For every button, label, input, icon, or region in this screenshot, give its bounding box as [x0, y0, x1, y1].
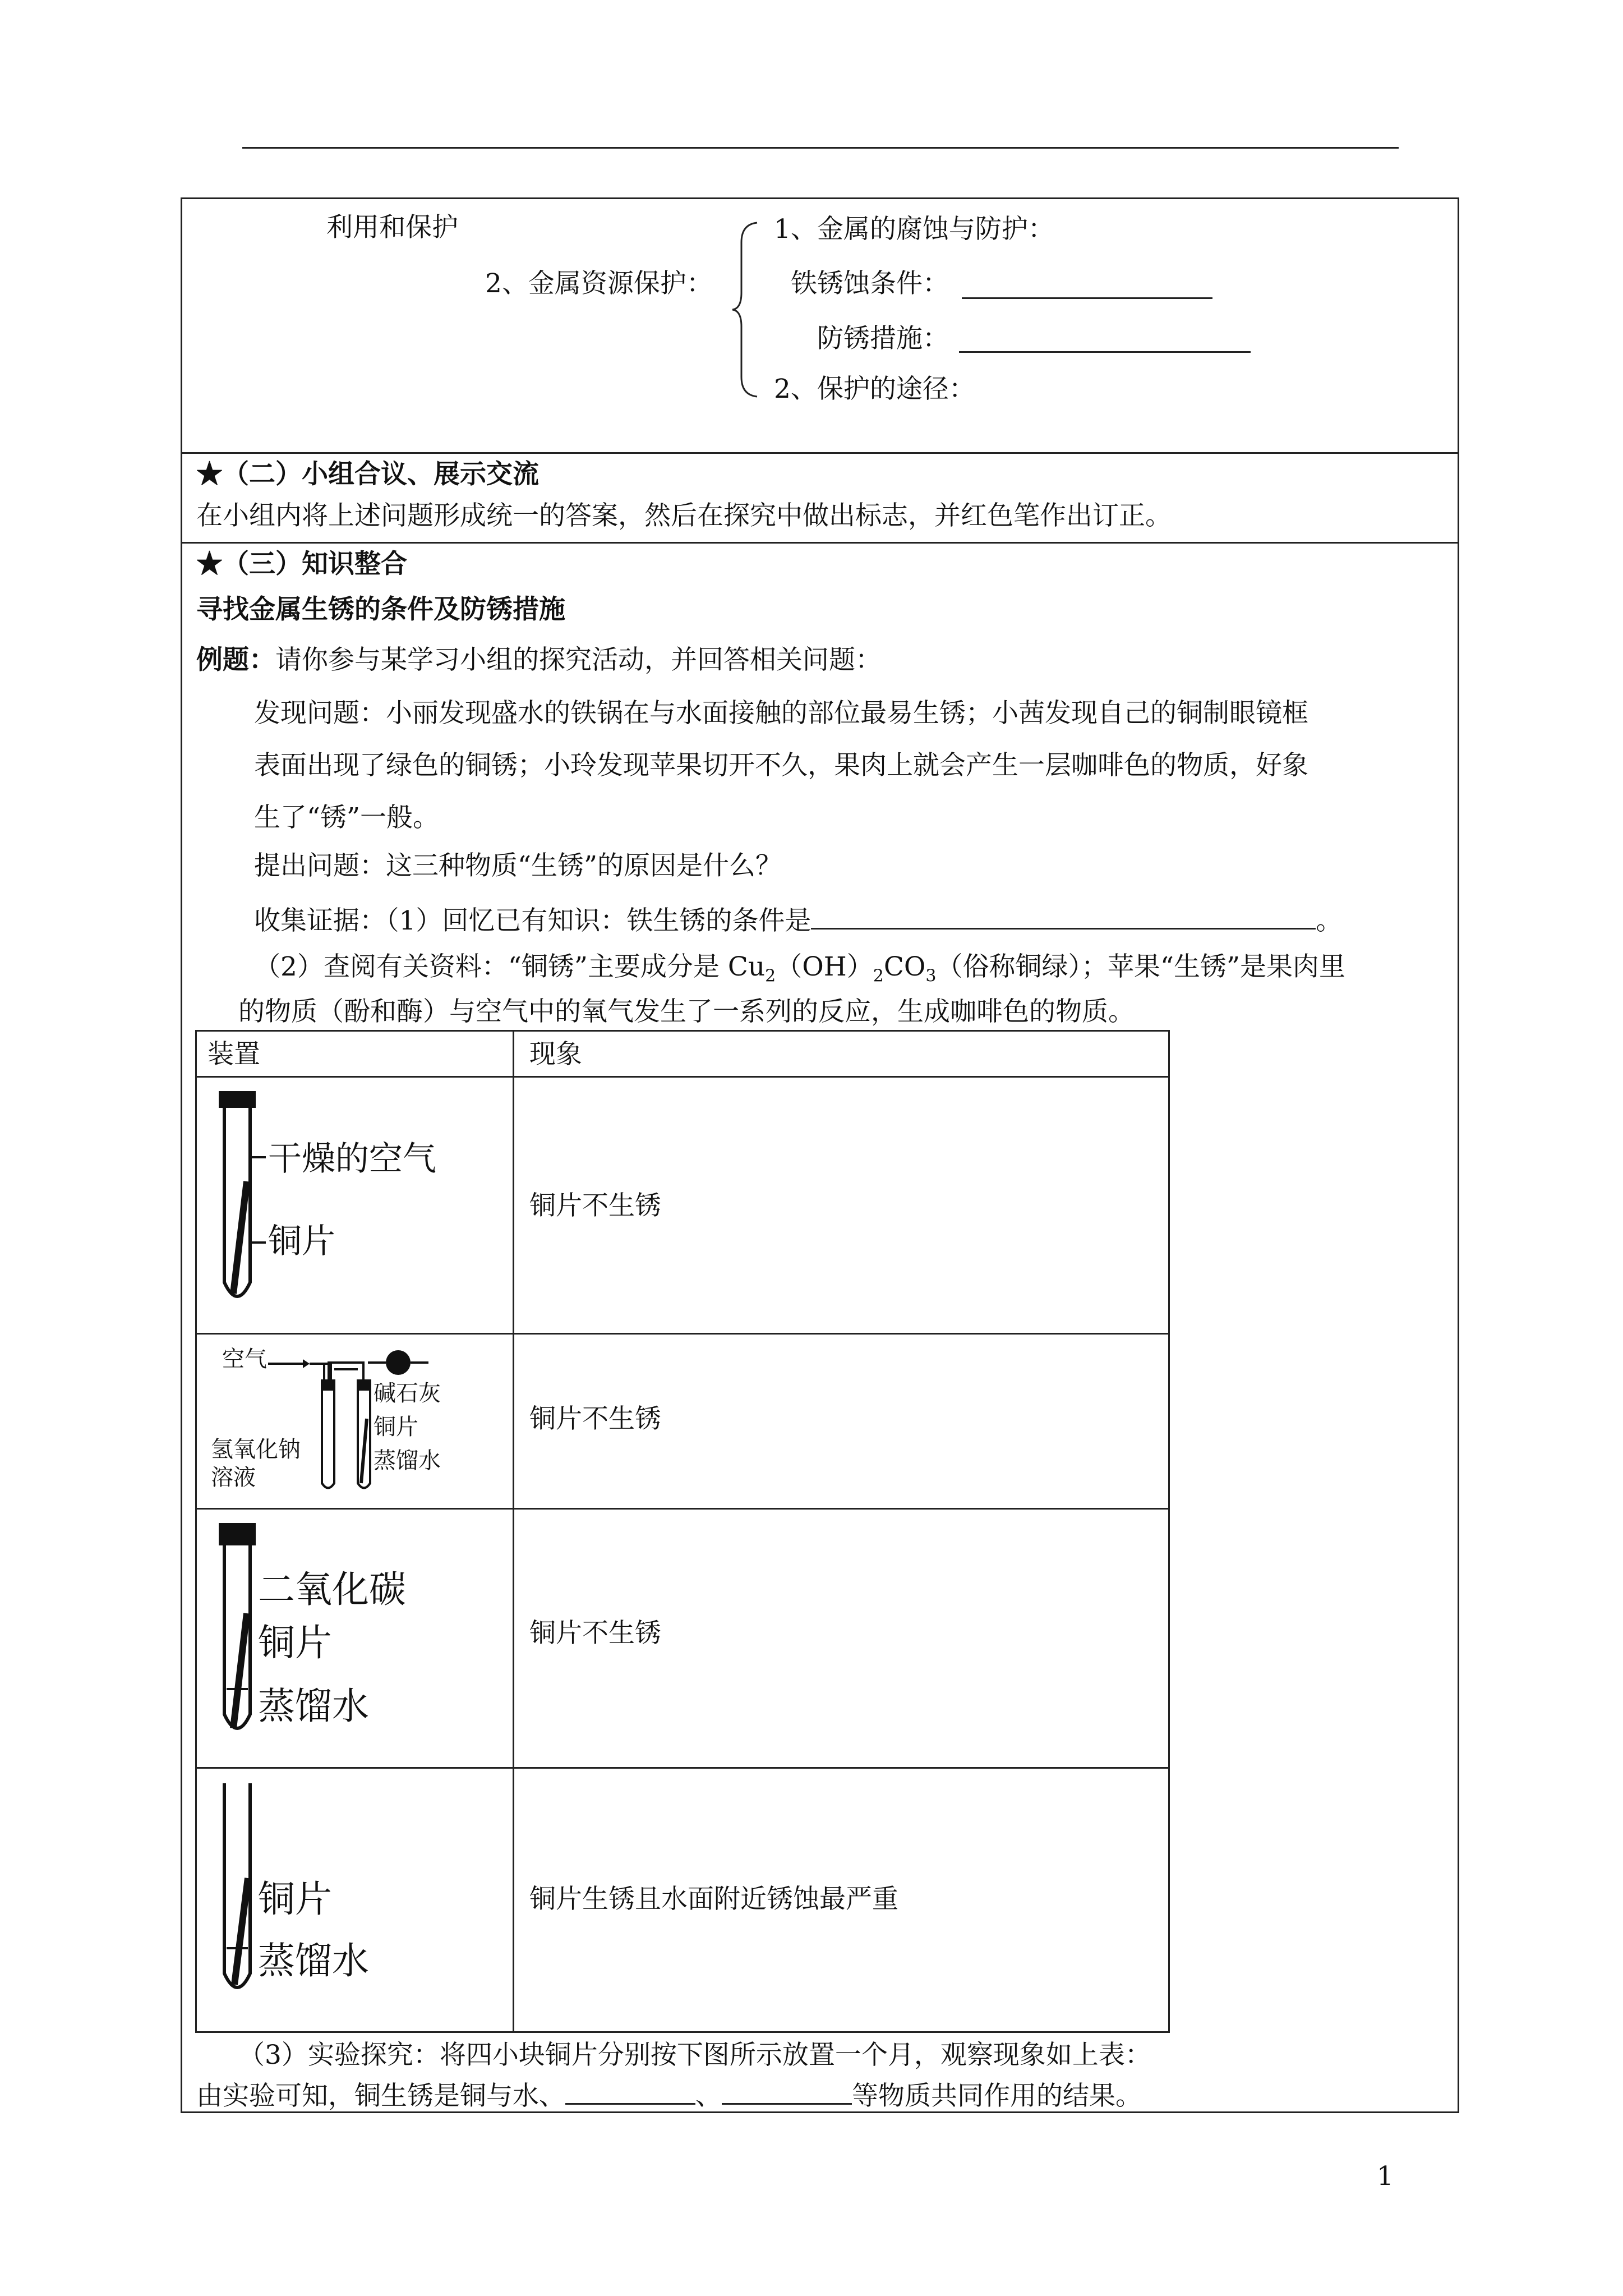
label-solution: 溶液 [211, 1465, 256, 1490]
conclusion-blank-2[interactable] [722, 2103, 852, 2105]
page-number: 1 [1377, 2161, 1394, 2192]
label-distilled-water: 蒸馏水 [374, 1448, 441, 1474]
discover-line-3: 生了“锈”一般。 [254, 802, 440, 833]
test-tube-illustration [212, 1089, 279, 1324]
label-distilled-water: 蒸馏水 [258, 1939, 369, 1982]
label-copper-sheet: 铜片 [268, 1222, 335, 1261]
conclusion-text-a: 由实验可知，铜生锈是铜与水、 [196, 2081, 565, 2111]
section3-heading: ★（三）知识整合 [196, 549, 407, 579]
collect-suffix: 。 [1316, 905, 1343, 936]
conclusion-text-b: 等物质共同作用的结果。 [852, 2081, 1142, 2111]
apparatus-open-water [195, 1769, 513, 2033]
subscript: 3 [925, 966, 937, 986]
section1-title: 利用和保护 [326, 212, 458, 243]
iron-rust-condition-blank[interactable] [811, 928, 1316, 930]
reference-line-2: 的物质（酚和酶）与空气中的氧气发生了一系列的反应，生成咖啡色的物质。 [238, 996, 1135, 1027]
subscript: 2 [873, 966, 884, 986]
table-col-divider [513, 1030, 514, 2033]
corrosion-item: 1、金属的腐蚀与防护： [774, 214, 1054, 245]
conclusion-blank-1[interactable] [565, 2103, 695, 2105]
protection-label: 2、金属资源保护： [485, 268, 713, 299]
discover-line-2: 表面出现了绿色的铜锈；小玲发现苹果切开不久，果肉上就会产生一层咖啡色的物质，好象 [254, 750, 1308, 781]
result-3: 铜片不生锈 [529, 1618, 661, 1649]
example-text: 请你参与某学习小组的探究活动，并回答相关问题： [275, 645, 882, 675]
experiment-table [195, 1030, 1170, 2033]
label-naoh: 氢氧化钠 [211, 1437, 301, 1462]
label-soda-lime: 碱石灰 [374, 1381, 441, 1406]
rust-prevention-blank[interactable] [959, 351, 1251, 353]
section3-subheading: 寻找金属生锈的条件及防锈措施 [196, 594, 565, 625]
reference-text-a: （2）查阅有关资料：“铜锈”主要成分是 Cu [254, 951, 766, 982]
reference-text-b: （OH） [776, 951, 873, 982]
label-copper-sheet: 铜片 [258, 1878, 332, 1921]
result-2: 铜片不生锈 [529, 1404, 661, 1434]
experiment-line: （3）实验探究：将四小块铜片分别按下图所示放置一个月，观察现象如上表： [238, 2040, 1151, 2070]
label-tick [249, 1241, 266, 1244]
discover-line-1: 发现问题：小丽发现盛水的铁锅在与水面接触的部位最易生锈；小茜发现自己的铜制眼镜框 [254, 698, 1308, 729]
subscript: 2 [765, 966, 776, 986]
label-distilled-water: 蒸馏水 [258, 1685, 369, 1728]
conclusion-line [196, 2083, 1142, 2109]
label-co2: 二氧化碳 [258, 1568, 406, 1611]
conclusion-separator: 、 [695, 2081, 722, 2111]
result-4: 铜片生锈且水面附近锈蚀最严重 [529, 1884, 898, 1915]
protection-way-item: 2、保护的途径： [774, 374, 975, 404]
header-device: 装置 [208, 1039, 260, 1070]
label-air: 空气 [222, 1346, 267, 1372]
label-dry-air: 干燥的空气 [268, 1139, 436, 1179]
result-1: 铜片不生锈 [529, 1190, 661, 1221]
rust-condition-label: 铁锈蚀条件： [791, 268, 949, 299]
curly-brace [729, 220, 763, 399]
section2-heading: ★（二）小组合议、展示交流 [196, 459, 539, 490]
frame-divider-2 [181, 542, 1459, 544]
header-rule [242, 147, 1399, 149]
question-line: 提出问题：这三种物质“生锈”的原因是什么？ [254, 850, 782, 881]
example-label: 例题： [196, 645, 275, 675]
apparatus-air-naoh [195, 1335, 513, 1508]
label-copper-sheet: 铜片 [374, 1414, 418, 1440]
apparatus-dry-air [195, 1078, 513, 1333]
header-phenomenon: 现象 [529, 1039, 582, 1070]
reference-line-1 [254, 951, 1346, 986]
reference-text-c: CO [883, 951, 926, 982]
rust-condition-blank[interactable] [962, 297, 1212, 299]
frame-divider-1 [181, 452, 1459, 454]
section2-body: 在小组内将上述问题形成统一的答案，然后在探究中做出标志，并红色笔作出订正。 [196, 500, 1172, 531]
apparatus-co2 [195, 1510, 513, 1767]
collect-prefix: 收集证据：（1）回忆已有知识：铁生锈的条件是 [254, 905, 811, 936]
example-line [196, 647, 882, 673]
collect-line [254, 905, 1343, 936]
rust-prevention-label: 防锈措施： [817, 323, 949, 354]
reference-text-d: （俗称铜绿）；苹果“生锈”是果肉里 [936, 951, 1346, 982]
label-tick [249, 1156, 266, 1158]
label-copper-sheet: 铜片 [258, 1621, 332, 1664]
